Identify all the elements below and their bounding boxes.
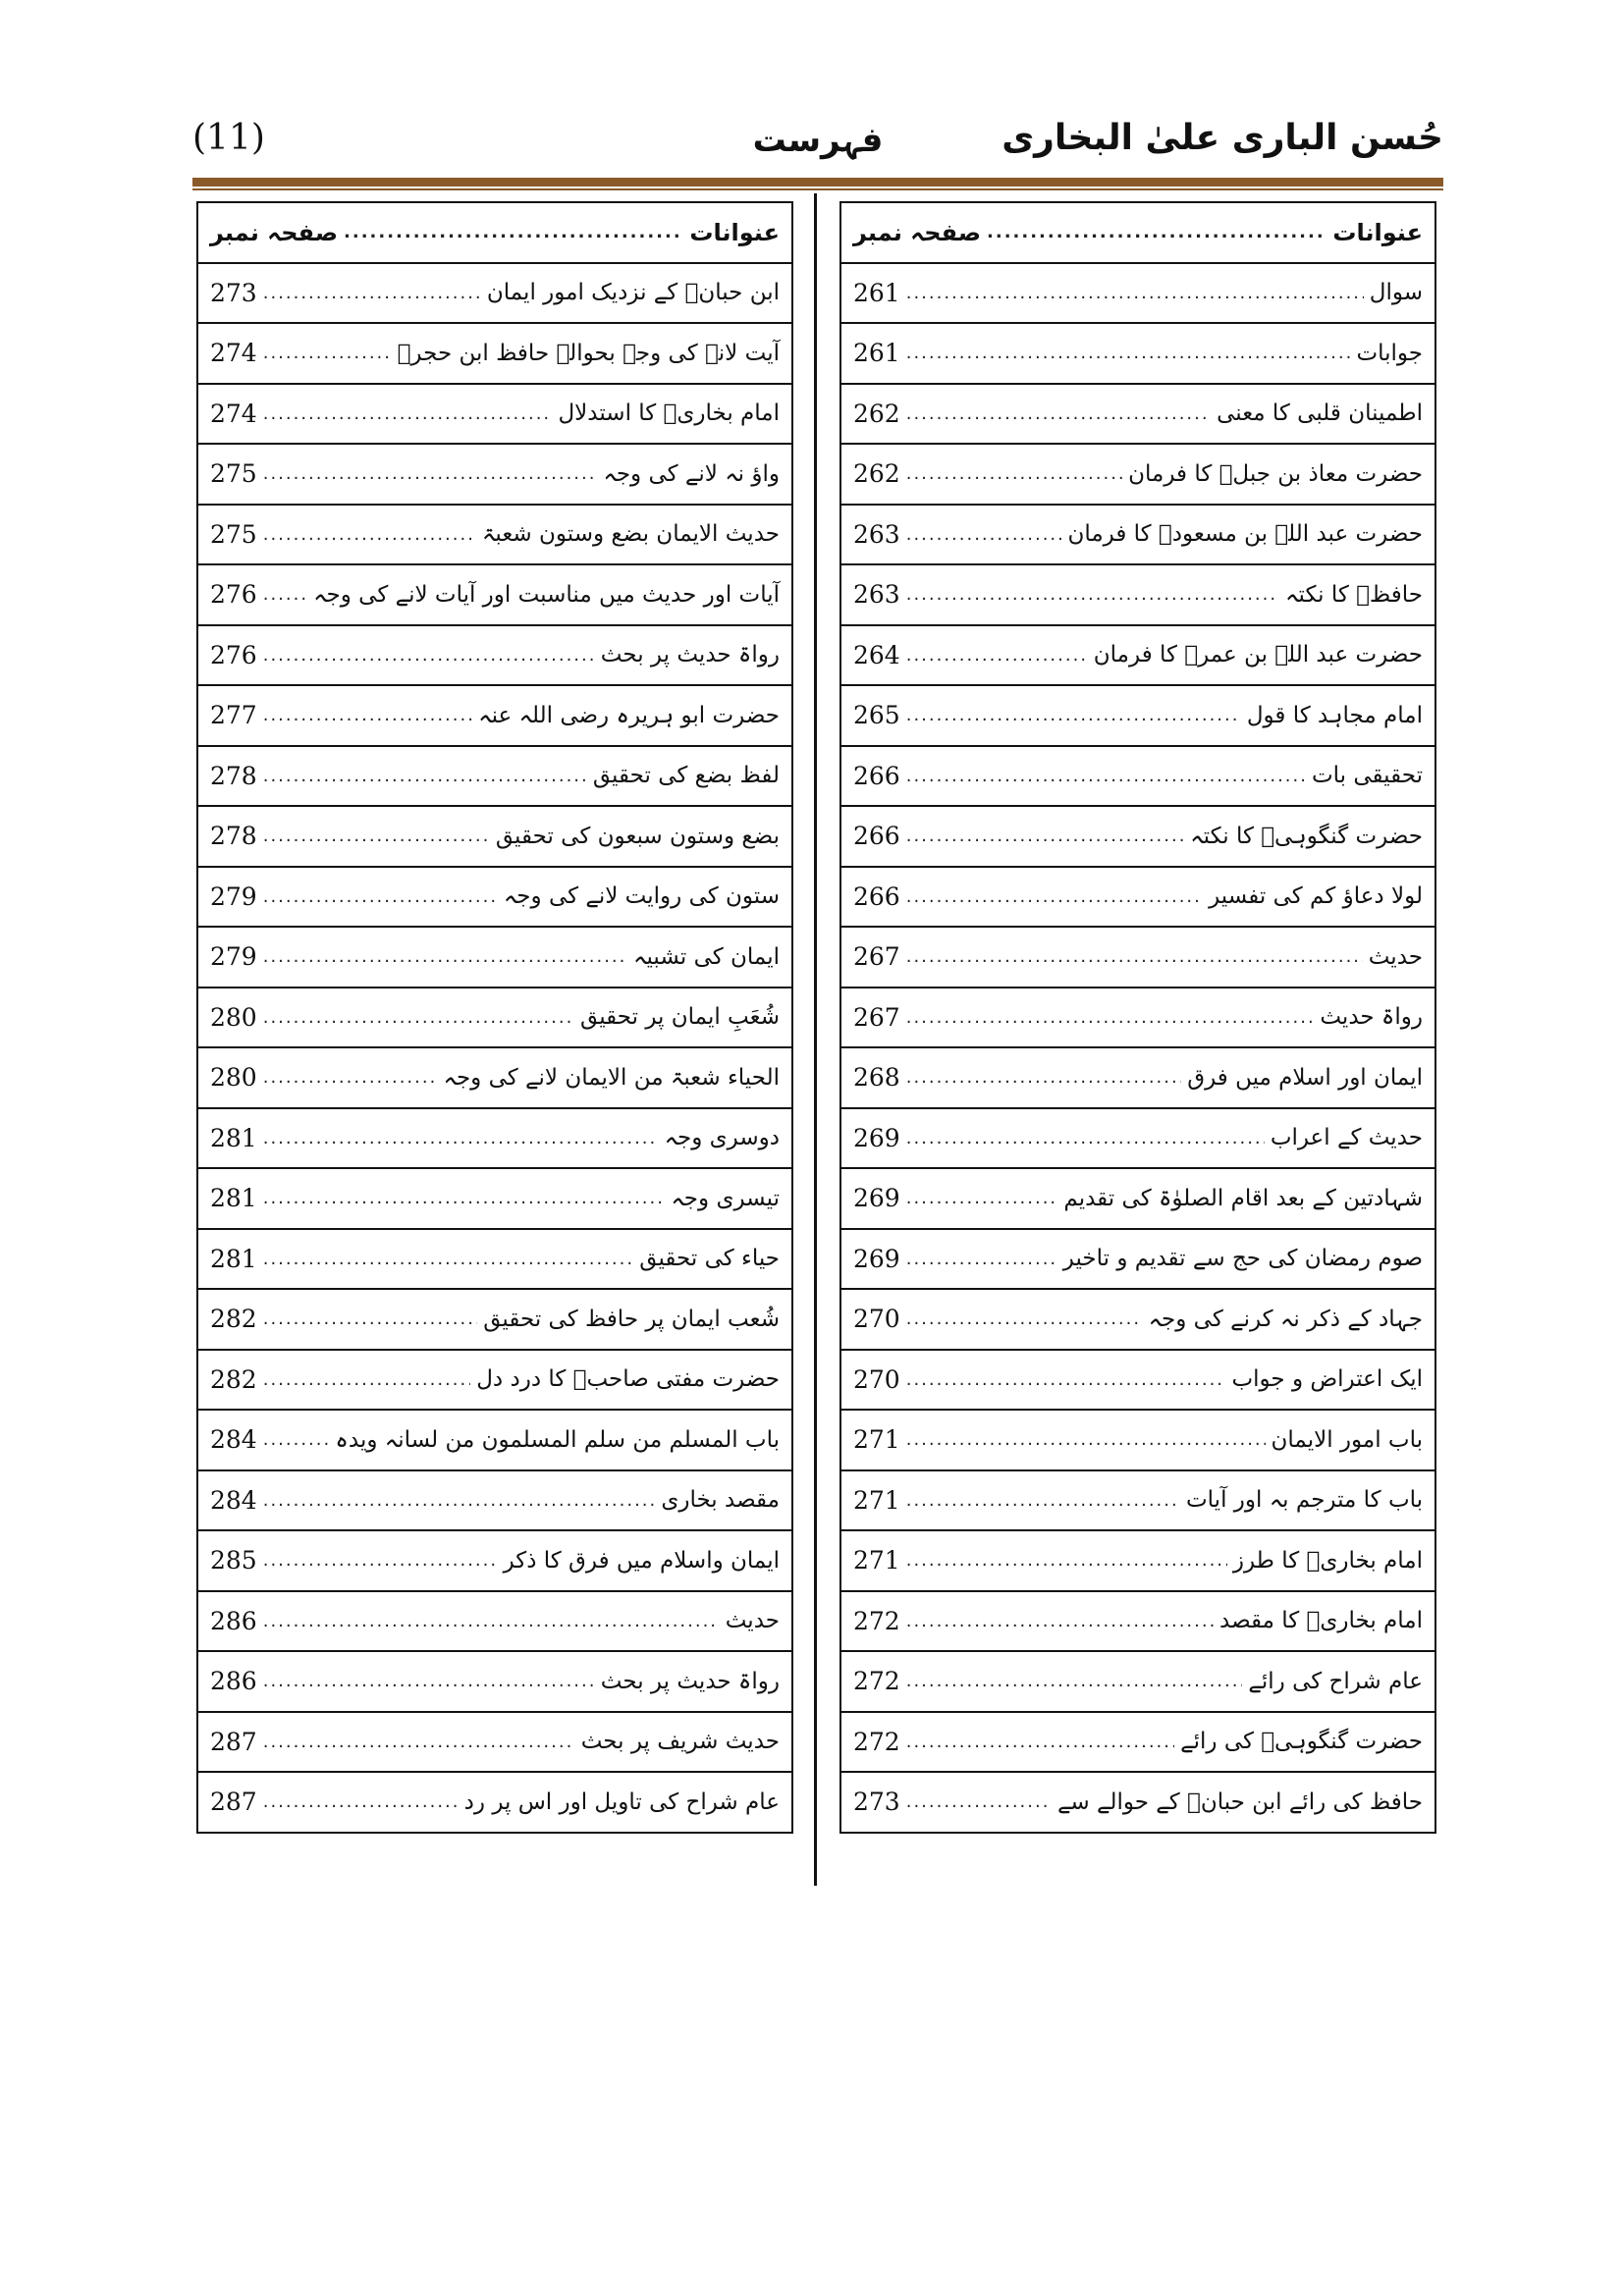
- toc-row: [197, 988, 792, 1048]
- toc-entry-title: آیات اور حدیث میں مناسبت اور آیات لانے کی وجہ: [313, 581, 780, 608]
- toc-entry-title: دوسری وجہ: [664, 1125, 780, 1151]
- toc-row: [197, 1772, 792, 1833]
- toc-row: [197, 1712, 792, 1773]
- toc-page-number: 286: [210, 1606, 257, 1635]
- toc-page-number: 287: [210, 1727, 257, 1756]
- toc-row: [197, 444, 792, 505]
- toc-page-number: 276: [210, 640, 257, 669]
- leader-dots: [906, 1249, 1057, 1269]
- toc-page-number: 271: [853, 1546, 900, 1575]
- leader-dots: [906, 1611, 1214, 1631]
- toc-row: [840, 1772, 1435, 1833]
- toc-entry-title: رواۃ حدیث: [1320, 1004, 1423, 1031]
- toc-page-number: 263: [853, 519, 900, 549]
- toc-page-number: 273: [210, 278, 257, 307]
- toc-entry-title: امام مجاہد کا قول: [1246, 702, 1423, 728]
- toc-entry-title: عام شراح کی رائے: [1248, 1668, 1423, 1694]
- toc-entry-title: ابن حبانؒ کے نزدیک امور ایمان: [486, 280, 780, 306]
- toc-page-number: 266: [853, 761, 900, 790]
- toc-entry-title: جہاد کے ذکر نہ کرنے کی وجہ: [1148, 1306, 1423, 1332]
- leader-dots: [906, 1369, 1226, 1390]
- toc-page-number: 277: [210, 701, 257, 730]
- toc-entry-title: مقصد بخاری: [661, 1487, 780, 1514]
- toc-row: [197, 564, 792, 625]
- toc-entry-title: حافظؒ کا نکتہ: [1285, 581, 1423, 608]
- toc-page-number: 273: [853, 1788, 900, 1817]
- leader-dots: [344, 222, 683, 242]
- toc-entry-title: آیت لانے کی وجہ بحوالہ حافظ ابن حجرؒ: [397, 340, 780, 366]
- leader-dots: [263, 1429, 330, 1450]
- toc-row: [840, 263, 1435, 324]
- toc-row: [840, 1712, 1435, 1773]
- toc-entry-title: جوابات: [1356, 340, 1423, 366]
- leader-dots: [263, 766, 587, 786]
- toc-page-number: 265: [853, 701, 900, 730]
- toc-row: [197, 1410, 792, 1470]
- toc-entry-title: ایمان کی تشبیہ: [632, 943, 780, 970]
- toc-entry-title: بضع وستون سبعون کی تحقیق: [495, 823, 780, 849]
- page-header: [192, 110, 1443, 179]
- toc-page-number: 272: [853, 1727, 900, 1756]
- toc-page-number: 271: [853, 1425, 900, 1455]
- toc-row: [840, 806, 1435, 867]
- toc-row: [197, 1229, 792, 1290]
- leader-dots: [906, 584, 1279, 605]
- toc-row: [840, 1591, 1435, 1652]
- toc-page-number: 274: [210, 339, 257, 368]
- toc-row: [840, 1470, 1435, 1531]
- toc-page-number: 279: [210, 881, 257, 911]
- toc-page-number: 263: [853, 580, 900, 610]
- toc-page-number: 267: [853, 942, 900, 972]
- book-title: حُسن الباری علیٰ البخاری: [1001, 118, 1443, 158]
- toc-page-number: 282: [210, 1364, 257, 1394]
- section-title: فہرست: [752, 121, 884, 160]
- toc-row: [840, 505, 1435, 565]
- toc-row: [840, 1289, 1435, 1350]
- toc-entry-title: اطمینان قلبی کا معنی: [1217, 400, 1423, 427]
- toc-row: [197, 1591, 792, 1652]
- toc-page-number: 267: [853, 1002, 900, 1032]
- toc-table-left: [196, 201, 793, 1834]
- toc-page-number: 287: [210, 1788, 257, 1817]
- leader-dots: [263, 1007, 574, 1028]
- leader-dots: [263, 403, 553, 424]
- toc-entry-title: حدیث: [1368, 943, 1423, 970]
- toc-entry-title: حضرت گنگوہیؒ کا نکتہ: [1190, 823, 1423, 849]
- toc-entry-title: ایمان اور اسلام میں فرق: [1187, 1064, 1423, 1091]
- toc-page-number: 272: [853, 1667, 900, 1696]
- toc-entry-title: رواۃ حدیث پر بحث: [600, 642, 780, 668]
- leader-dots: [263, 826, 490, 846]
- topic-column-label: عنوانات: [689, 218, 780, 246]
- toc-row: [840, 1651, 1435, 1712]
- toc-page-number: 275: [210, 459, 257, 489]
- toc-entry-title: حیاء کی تحقیق: [639, 1246, 780, 1272]
- toc-entry-title: باب امور الایمان: [1271, 1426, 1423, 1453]
- toc-row: [197, 625, 792, 686]
- toc-page-number: 269: [853, 1244, 900, 1273]
- leader-dots: [263, 524, 476, 545]
- toc-page-number: 285: [210, 1546, 257, 1575]
- toc-page-number: 262: [853, 459, 900, 489]
- toc-row: [197, 1651, 792, 1712]
- leader-dots: [906, 766, 1306, 786]
- leader-dots: [263, 1188, 666, 1208]
- leader-dots: [263, 1611, 720, 1631]
- leader-dots: [906, 645, 1088, 666]
- toc-row: [197, 1168, 792, 1229]
- toc-page-number: 262: [853, 399, 900, 428]
- leader-dots: [906, 946, 1363, 967]
- toc-row: [840, 1410, 1435, 1470]
- toc-page-number: 261: [853, 278, 900, 307]
- page-column-label: صفحہ نمبر: [210, 218, 339, 246]
- toc-entry-title: سوال: [1369, 280, 1423, 306]
- toc-entry-title: لفظ بضع کی تحقیق: [592, 763, 780, 789]
- toc-entry-title: عام شراح کی تاویل اور اس پر رد: [463, 1789, 780, 1815]
- toc-page-number: 272: [853, 1606, 900, 1635]
- leader-dots: [906, 1671, 1243, 1691]
- toc-entry-title: لولا دعاؤ کم کی تفسیر: [1209, 883, 1423, 910]
- toc-table-right: [839, 201, 1436, 1834]
- toc-page-number: 275: [210, 519, 257, 549]
- leader-dots: [987, 222, 1326, 242]
- toc-entry-title: امام بخاریؒ کا مقصد: [1219, 1608, 1423, 1634]
- toc-entry-title: ایمان واسلام میں فرق کا ذکر: [503, 1547, 780, 1574]
- toc-row: [197, 806, 792, 867]
- leader-dots: [906, 705, 1241, 725]
- toc-row: [197, 746, 792, 807]
- toc-page-number: 264: [853, 640, 900, 669]
- toc-entry-title: حضرت عبد اللہ بن مسعودؓ کا فرمان: [1067, 521, 1423, 548]
- toc-page-number: 284: [210, 1485, 257, 1515]
- toc-entry-title: حدیث شریف پر بحث: [580, 1729, 780, 1755]
- toc-entry-title: حدیث: [725, 1608, 780, 1634]
- toc-page-number: 280: [210, 1002, 257, 1032]
- leader-dots: [263, 1128, 659, 1148]
- toc-entry-title: باب کا مترجم بہ اور آیات: [1186, 1487, 1423, 1514]
- leader-dots: [906, 1550, 1227, 1571]
- toc-entry-title: صوم رمضان کی حج سے تقدیم و تاخیر: [1062, 1246, 1423, 1272]
- leader-dots: [906, 1490, 1180, 1511]
- toc-row: [840, 1108, 1435, 1169]
- toc-entry-title: حدیث کے اعراب: [1270, 1125, 1423, 1151]
- column-divider: [814, 193, 817, 1886]
- leader-dots: [906, 463, 1122, 484]
- toc-row: [197, 505, 792, 565]
- toc-row: [840, 564, 1435, 625]
- toc-page-number: 274: [210, 399, 257, 428]
- leader-dots: [906, 1732, 1174, 1752]
- toc-entry-title: حضرت معاذ بن جبلؓ کا فرمان: [1128, 460, 1423, 487]
- leader-dots: [263, 1732, 575, 1752]
- toc-page-number: 269: [853, 1184, 900, 1213]
- leader-dots: [263, 1490, 656, 1511]
- toc-entry-title: حدیث الایمان بضع وستون شعبۃ: [481, 521, 780, 548]
- toc-entry-title: تیسری وجہ: [671, 1185, 780, 1211]
- leader-dots: [906, 403, 1211, 424]
- toc-row: [840, 1047, 1435, 1108]
- toc-row: [197, 685, 792, 746]
- leader-dots: [263, 1671, 595, 1691]
- leader-dots: [263, 705, 472, 725]
- leader-dots: [263, 1791, 459, 1812]
- toc-row: [197, 867, 792, 928]
- leader-dots: [906, 343, 1351, 363]
- toc-row: [840, 927, 1435, 988]
- toc-page-number: 276: [210, 580, 257, 610]
- toc-page-number: 266: [853, 822, 900, 851]
- toc-entry-title: حضرت عبد اللہ بن عمرؓ کا فرمان: [1093, 642, 1423, 668]
- toc-row: [840, 867, 1435, 928]
- toc-page-number: 278: [210, 822, 257, 851]
- leader-dots: [906, 1007, 1315, 1028]
- toc-row: [197, 1530, 792, 1591]
- toc-page-number: 269: [853, 1123, 900, 1152]
- toc-entry-title: تحقیقی بات: [1311, 763, 1423, 789]
- toc-page-number: 284: [210, 1425, 257, 1455]
- leader-dots: [906, 1128, 1265, 1148]
- toc-row: [197, 1047, 792, 1108]
- toc-page-number: 279: [210, 942, 257, 972]
- toc-page-number: 281: [210, 1244, 257, 1273]
- toc-page-number: 270: [853, 1364, 900, 1394]
- leader-dots: [906, 1791, 1052, 1812]
- leader-dots: [263, 946, 627, 967]
- toc-row: [840, 625, 1435, 686]
- topic-column-label: عنوانات: [1332, 218, 1423, 246]
- toc-row: [840, 444, 1435, 505]
- leader-dots: [263, 1550, 498, 1571]
- leader-dots: [263, 1249, 634, 1269]
- toc-row: [840, 1229, 1435, 1290]
- toc-row: [840, 1530, 1435, 1591]
- leader-dots: [263, 1308, 478, 1329]
- leader-dots: [263, 463, 598, 484]
- header-rule-thin: [192, 188, 1443, 190]
- toc-entry-title: شہادتین کے بعد اقام الصلوٰۃ کی تقدیم: [1063, 1185, 1423, 1211]
- leader-dots: [906, 1429, 1266, 1450]
- leader-dots: [263, 584, 307, 605]
- toc-row: [197, 384, 792, 445]
- toc-page-number: 280: [210, 1063, 257, 1093]
- leader-dots: [263, 283, 481, 303]
- leader-dots: [906, 886, 1203, 907]
- toc-entry-title: حافظ کی رائے ابن حبانؒ کے حوالے سے: [1056, 1789, 1423, 1815]
- toc-row: [840, 1168, 1435, 1229]
- leader-dots: [906, 1188, 1058, 1208]
- toc-row: [197, 927, 792, 988]
- toc-row: [197, 263, 792, 324]
- toc-page-number: 282: [210, 1305, 257, 1334]
- leader-dots: [906, 826, 1184, 846]
- toc-page-number: 278: [210, 761, 257, 790]
- toc-page-number: 281: [210, 1184, 257, 1213]
- toc-entry-title: واؤ نہ لانے کی وجہ: [603, 460, 780, 487]
- toc-page-number: 270: [853, 1305, 900, 1334]
- toc-row: [840, 988, 1435, 1048]
- toc-row: [840, 323, 1435, 384]
- leader-dots: [906, 524, 1062, 545]
- toc-entry-title: الحیاء شعبۃ من الایمان لانے کی وجہ: [443, 1064, 780, 1091]
- leader-dots: [263, 343, 392, 363]
- toc-row: [840, 685, 1435, 746]
- toc-header-row: [840, 202, 1435, 263]
- toc-header-row: [197, 202, 792, 263]
- toc-row: [840, 746, 1435, 807]
- leader-dots: [906, 1067, 1182, 1088]
- toc-entry-title: حضرت گنگوہیؒ کی رائے: [1180, 1729, 1423, 1755]
- toc-entry-title: ستون کی روایت لانے کی وجہ: [503, 883, 780, 910]
- toc-row: [197, 323, 792, 384]
- toc-page-number: 271: [853, 1485, 900, 1515]
- toc-entry-title: شُعب ایمان پر حافظ کی تحقیق: [483, 1306, 780, 1332]
- toc-entry-title: حضرت مفتی صاحبؒ کا درد دل: [476, 1366, 780, 1393]
- page-number: (11): [192, 118, 265, 158]
- toc-row: [197, 1289, 792, 1350]
- leader-dots: [263, 1369, 471, 1390]
- toc-page-number: 286: [210, 1667, 257, 1696]
- leader-dots: [263, 645, 595, 666]
- toc-row: [197, 1470, 792, 1531]
- toc-row: [197, 1350, 792, 1411]
- toc-entry-title: امام بخاریؒ کا استدلال: [558, 400, 780, 427]
- toc-page-number: 261: [853, 339, 900, 368]
- toc-entry-title: حضرت ابو ہریرہ رضی اللہ عنہ: [478, 702, 780, 728]
- leader-dots: [263, 1067, 438, 1088]
- toc-row: [840, 1350, 1435, 1411]
- toc-entry-title: امام بخاریؒ کا طرز: [1232, 1547, 1423, 1574]
- leader-dots: [906, 1308, 1143, 1329]
- leader-dots: [263, 886, 498, 907]
- toc-row: [840, 384, 1435, 445]
- page-column-label: صفحہ نمبر: [853, 218, 982, 246]
- toc-page-number: 266: [853, 881, 900, 911]
- toc-entry-title: شُعَبِ ایمان پر تحقیق: [580, 1004, 780, 1031]
- toc-entry-title: باب المسلم من سلم المسلمون من لسانہ ویدہ: [335, 1426, 780, 1453]
- header-rule: [192, 178, 1443, 187]
- leader-dots: [906, 283, 1364, 303]
- toc-row: [197, 1108, 792, 1169]
- toc-entry-title: رواۃ حدیث پر بحث: [600, 1668, 780, 1694]
- toc-page-number: 281: [210, 1123, 257, 1152]
- toc-page-number: 268: [853, 1063, 900, 1093]
- toc-entry-title: ایک اعتراض و جواب: [1231, 1366, 1423, 1393]
